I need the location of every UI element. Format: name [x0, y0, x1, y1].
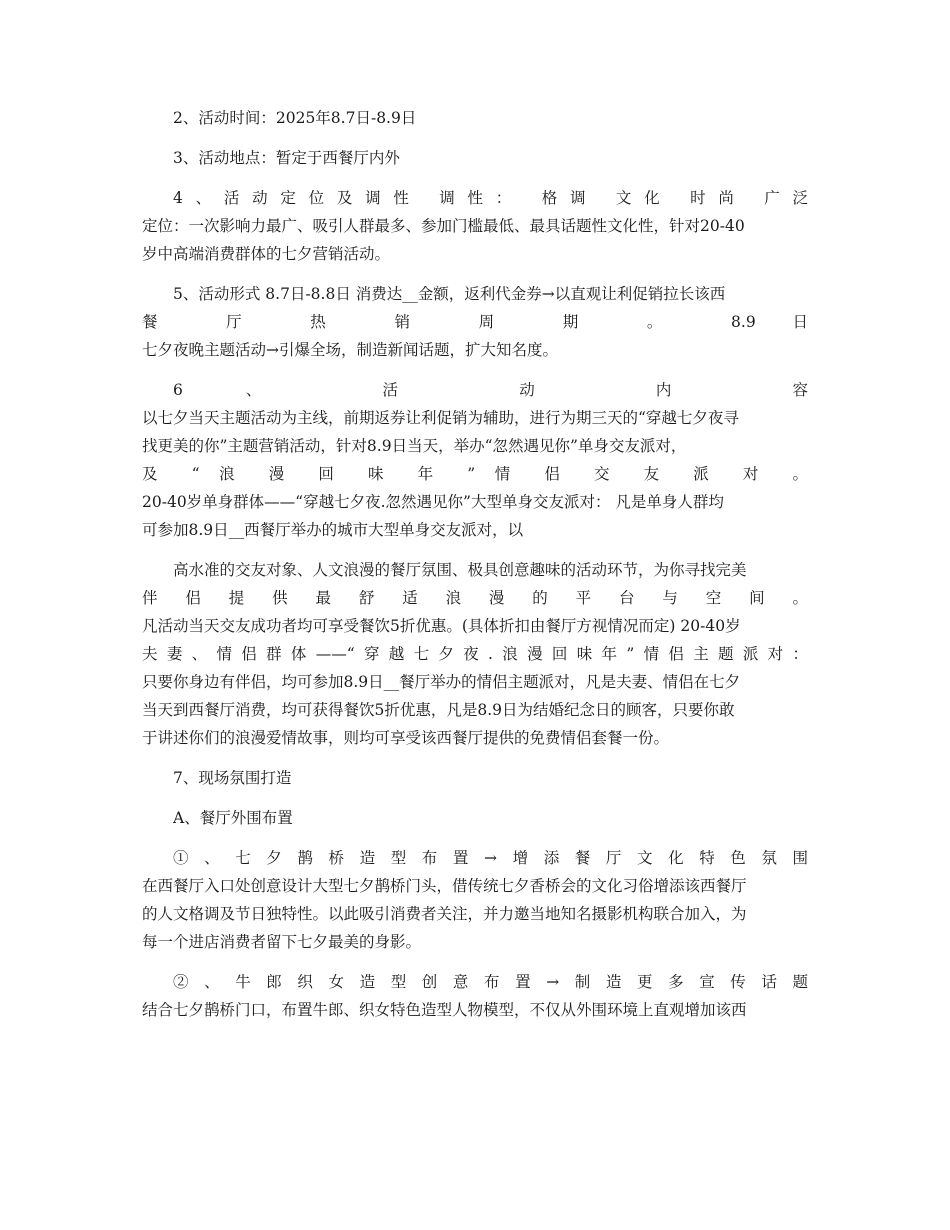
text-line: 可参加8.9日__西餐厅举办的城市大型单身交友派对，以 [142, 521, 524, 539]
paragraph-content2 [142, 556, 808, 752]
text-line: ①、七夕鹊桥造型布置→增添餐厅文化特色氛围 [173, 849, 808, 867]
paragraph-bridge [142, 844, 808, 956]
text-line: 每一个进店消费者留下七夕最美的身影。 [142, 933, 422, 951]
paragraph-time [142, 104, 808, 132]
text-line: 2、活动时间：2025年8.7日-8.9日 [173, 109, 417, 127]
text-line: 伴 侣 提 供 最 舒 适 浪 漫 的 平 台 与 空 间 。 [142, 589, 808, 607]
text-line: 4、活动定位及调性 调性： 格调 文化 时尚 广泛 [173, 189, 808, 207]
paragraph-positioning [142, 184, 808, 268]
paragraph-cowherd [142, 968, 808, 1024]
text-line: 7、现场氛围打造 [173, 769, 292, 787]
paragraph-place [142, 144, 808, 172]
text-line: 以七夕当天主题活动为主线，前期返券让利促销为辅助，进行为期三天的“穿越七夕夜寻 [142, 409, 739, 427]
paragraph-form [142, 280, 808, 364]
paragraph-atmosphere [142, 764, 808, 792]
text-line: 20-40岁单身群体——“穿越七夕夜.忽然遇见你”大型单身交友派对： 凡是单身人群均 [142, 493, 724, 511]
text-line: 及 “ 浪 漫 回 味 年 ” 情 侣 交 友 派 对 。 [142, 465, 808, 483]
text-line: 于讲述你们的浪漫爱情故事，则均可享受该西餐厅提供的免费情侣套餐一份。 [142, 729, 670, 747]
document-page [142, 104, 808, 1036]
text-line: 凡活动当天交友成功者均可享受餐饮5折优惠。(具体折扣由餐厅方视情况而定) 20-40岁 [142, 617, 741, 635]
text-line: A、餐厅外围布置 [173, 809, 293, 827]
text-line: 定位：一次影响力最广、吸引人群最多、参加门槛最低、最具话题性文化性，针对20-40 [142, 217, 745, 235]
text-line: 夫妻、情侣群体——“穿越七夕夜.浪漫回味年”情侣主题派对： [142, 645, 808, 663]
text-line: 5、活动形式 8.7日-8.8日 消费达__金额，返利代金券→以直观让利促销拉长该西 [173, 285, 726, 303]
text-line: 岁中高端消费群体的七夕营销活动。 [142, 245, 391, 263]
text-line: 七夕夜晚主题活动→引爆全场，制造新闻话题，扩大知名度。 [142, 341, 558, 359]
text-line: 的人文格调及节日独特性。以此吸引消费者关注，并力邀当地知名摄影机构联合加入，为 [142, 905, 747, 923]
text-line: 3、活动地点：暂定于西餐厅内外 [173, 149, 400, 167]
text-line: 当天到西餐厅消费，均可获得餐饮5折优惠，凡是8.9日为结婚纪念日的顾客，只要你敢 [142, 701, 735, 719]
text-line: 餐 厅 热 销 周 期 。 8.9 日 [142, 313, 808, 331]
text-line: 找更美的你”主题营销活动，针对8.9日当天，举办“忽然遇见你”单身交友派对， [142, 437, 687, 455]
paragraph-outer [142, 804, 808, 832]
text-line: 高水准的交友对象、人文浪漫的餐厅氛围、极具创意趣味的活动环节，为你寻找完美 [173, 561, 747, 579]
text-line: 只要你身边有伴侣，均可参加8.9日__餐厅举办的情侣主题派对，凡是夫妻、情侣在七夕 [142, 673, 741, 691]
text-line: 结合七夕鹊桥门口，布置牛郎、织女特色造型人物模型，不仅从外围环境上直观增加该西 [142, 1001, 747, 1019]
text-line: ②、牛郎织女造型创意布置→制造更多宣传话题 [173, 973, 808, 991]
text-line: 在西餐厅入口处创意设计大型七夕鹊桥门头，借传统七夕香桥会的文化习俗增添该西餐厅 [142, 877, 747, 895]
text-line: 6 、 活 动 内 容 [173, 381, 808, 399]
paragraph-content [142, 376, 808, 544]
